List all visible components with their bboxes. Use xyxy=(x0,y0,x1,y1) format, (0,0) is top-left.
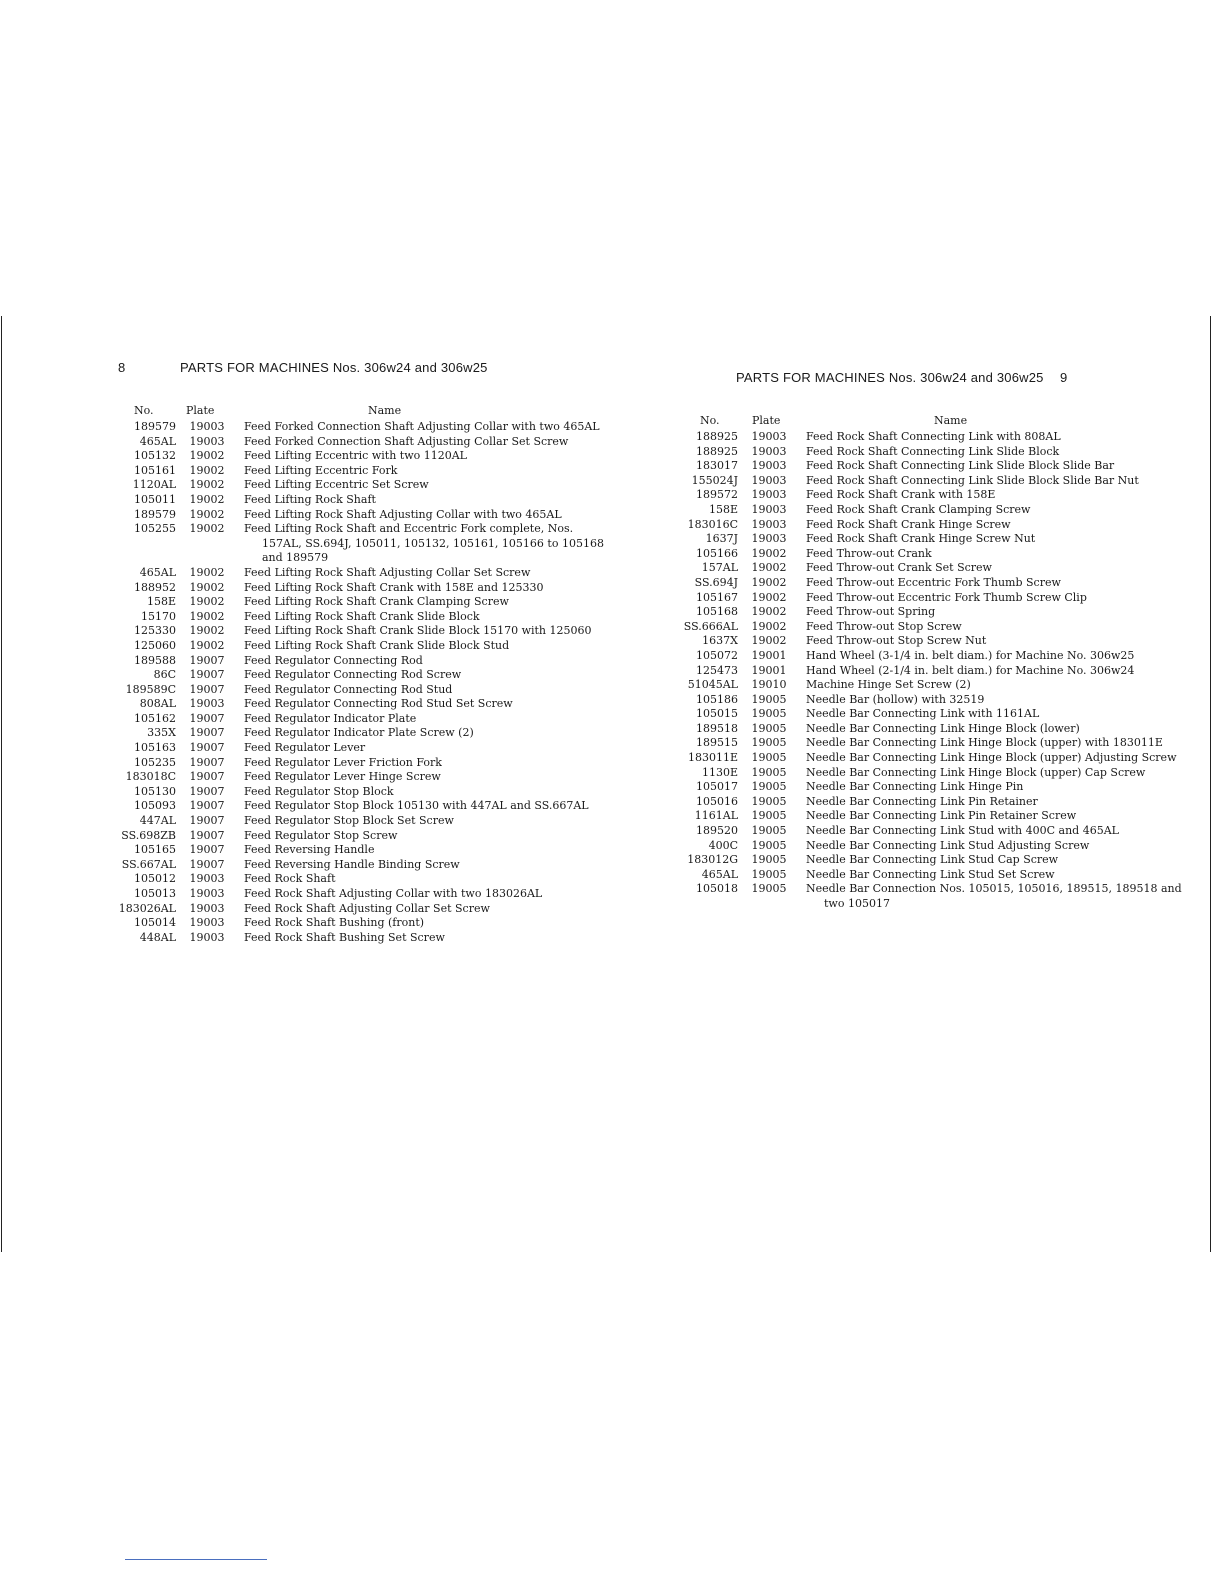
part-number: 105012 xyxy=(134,872,176,886)
part-number: 1637J xyxy=(705,532,738,546)
table-row xyxy=(110,872,610,887)
part-number: 1637X xyxy=(702,634,738,648)
table-row xyxy=(672,576,1192,591)
part-number: 188925 xyxy=(696,444,738,458)
part-number: 105130 xyxy=(134,784,176,798)
column-headers xyxy=(110,404,610,420)
plate-number: 19002 xyxy=(751,575,787,589)
part-name: Feed Rock Shaft Crank Hinge Screw xyxy=(806,517,1011,531)
plate-number: 19007 xyxy=(189,784,225,798)
part-number: 105093 xyxy=(134,799,176,813)
part-name: Feed Lifting Rock Shaft Crank Clamping Screw xyxy=(244,595,509,609)
part-number: SS.694J xyxy=(694,575,738,589)
part-name: Feed Lifting Rock Shaft Adjusting Collar Set Screw xyxy=(244,565,531,579)
part-name: Feed Regulator Connecting Rod Stud xyxy=(244,682,453,696)
part-name: Needle Bar Connecting Link Hinge Block (upper) with 183011E xyxy=(806,736,1163,750)
plate-number: 19007 xyxy=(189,770,225,784)
part-number: 1130E xyxy=(701,765,738,779)
table-row xyxy=(110,420,610,435)
part-name: Feed Rock Shaft Connecting Link Slide Block Slide Bar xyxy=(806,459,1115,473)
table-row xyxy=(110,464,610,479)
left-page-edge xyxy=(1,316,2,1252)
part-name: Feed Rock Shaft Adjusting Collar with two 183026AL xyxy=(244,887,543,900)
part-number: 125330 xyxy=(134,624,176,638)
parts-list xyxy=(110,420,610,945)
part-number: 125060 xyxy=(134,638,176,652)
plate-number: 19003 xyxy=(189,420,225,433)
table-row xyxy=(672,430,1192,445)
left-page xyxy=(110,360,610,945)
part-number: 105017 xyxy=(696,780,738,794)
part-number: 183011E xyxy=(687,751,738,765)
part-number: SS.666AL xyxy=(683,619,738,633)
table-row xyxy=(672,532,1192,547)
table-row xyxy=(672,678,1192,693)
plate-number: 19003 xyxy=(751,459,787,473)
part-name: Feed Regulator Stop Block 105130 with 447AL and SS.667AL xyxy=(244,799,589,813)
part-name: Feed Regulator Connecting Rod Stud Set Screw xyxy=(244,697,513,711)
plate-number: 19005 xyxy=(751,809,787,823)
table-row xyxy=(110,624,610,639)
plate-number: 19002 xyxy=(751,561,787,575)
column-header-no: No. xyxy=(134,404,154,417)
part-name: Feed Lifting Eccentric with two 1120AL xyxy=(244,449,467,463)
part-name: Needle Bar Connecting Link Stud with 400C and 465AL xyxy=(806,824,1119,838)
part-number: 335X xyxy=(147,726,176,740)
part-number: 183012G xyxy=(687,853,738,867)
part-name: Needle Bar Connecting Link Hinge Pin xyxy=(806,780,1024,794)
page-title: PARTS FOR MACHINES Nos. 306w24 and 306w25 xyxy=(180,360,488,375)
plate-number: 19007 xyxy=(189,741,225,755)
plate-number: 19007 xyxy=(189,857,225,871)
plate-number: 19007 xyxy=(189,843,225,857)
plate-number: 19002 xyxy=(189,580,225,594)
part-name: Hand Wheel (2-1/4 in. belt diam.) for Machine No. 306w24 xyxy=(806,663,1135,677)
table-row xyxy=(672,693,1192,708)
table-row xyxy=(110,522,610,566)
table-row xyxy=(110,449,610,464)
table-row xyxy=(110,493,610,508)
part-name: Needle Bar Connecting Link Stud Adjusting Screw xyxy=(806,838,1090,852)
part-number: 183016C xyxy=(687,517,738,531)
table-row xyxy=(110,902,610,917)
table-row xyxy=(110,843,610,858)
part-name: Feed Regulator Stop Block Set Screw xyxy=(244,814,454,828)
table-row xyxy=(672,620,1192,635)
part-name: Feed Reversing Handle xyxy=(244,843,375,857)
plate-number: 19005 xyxy=(751,736,787,750)
column-header-name: Name xyxy=(368,404,402,417)
part-name: Feed Rock Shaft Crank Clamping Screw xyxy=(806,502,1031,516)
table-row xyxy=(110,770,610,785)
plate-number: 19007 xyxy=(189,828,225,842)
table-row xyxy=(110,683,610,698)
part-number: 125473 xyxy=(696,663,738,677)
part-name: Needle Bar Connecting Link Hinge Block (upper) Adjusting Screw xyxy=(806,751,1177,765)
part-number: 188925 xyxy=(696,430,738,443)
part-number: 183018C xyxy=(125,770,176,784)
column-header-name: Name xyxy=(934,414,968,427)
part-name: Feed Throw-out Spring xyxy=(806,605,936,619)
table-row xyxy=(672,882,1192,911)
part-name: Feed Rock Shaft Connecting Link with 808AL xyxy=(806,430,1061,443)
part-name: Needle Bar Connecting Link Pin Retainer Screw xyxy=(806,809,1077,823)
table-row xyxy=(672,809,1192,824)
part-number: 105018 xyxy=(696,882,738,896)
plate-number: 19002 xyxy=(189,478,225,492)
table-row xyxy=(672,736,1192,751)
plate-number: 19010 xyxy=(751,678,787,692)
part-name: Needle Bar (hollow) with 32519 xyxy=(806,692,985,706)
part-name: Feed Lifting Rock Shaft Crank Slide Block xyxy=(244,609,480,623)
table-row xyxy=(110,741,610,756)
part-number: 105255 xyxy=(134,522,176,536)
table-row xyxy=(110,726,610,741)
plate-number: 19002 xyxy=(189,507,225,521)
plate-number: 19005 xyxy=(751,751,787,765)
plate-number: 19007 xyxy=(189,711,225,725)
table-row xyxy=(110,435,610,450)
plate-number: 19002 xyxy=(189,595,225,609)
part-name: Feed Lifting Rock Shaft and Eccentric Fork complete, Nos. 157AL, SS.694J, 105011, 105132, 105161, 105166 to 105168 and 189579 xyxy=(244,522,604,565)
plate-number: 19003 xyxy=(751,473,787,487)
table-row xyxy=(672,722,1192,737)
part-name: Machine Hinge Set Screw (2) xyxy=(806,678,971,692)
part-name: Feed Lifting Eccentric Fork xyxy=(244,463,398,477)
part-name: Feed Rock Shaft Bushing (front) xyxy=(244,916,425,930)
plate-number: 19005 xyxy=(751,692,787,706)
part-name: Feed Rock Shaft Connecting Link Slide Block Slide Bar Nut xyxy=(806,473,1139,487)
table-row xyxy=(110,566,610,581)
plate-number: 19002 xyxy=(751,590,787,604)
right-page-edge xyxy=(1210,316,1211,1252)
plate-number: 19002 xyxy=(189,522,225,536)
plate-number: 19005 xyxy=(751,794,787,808)
part-name: Feed Throw-out Crank xyxy=(806,546,932,560)
part-name: Feed Reversing Handle Binding Screw xyxy=(244,857,460,871)
part-number: 86C xyxy=(153,668,176,682)
plate-number: 19003 xyxy=(189,930,225,944)
part-name: Feed Rock Shaft xyxy=(244,872,336,886)
part-name: Feed Regulator Indicator Plate Screw (2) xyxy=(244,726,474,740)
table-row xyxy=(110,697,610,712)
part-name: Feed Rock Shaft Adjusting Collar Set Screw xyxy=(244,901,490,915)
part-number: 448AL xyxy=(139,930,176,944)
part-name: Feed Regulator Stop Block xyxy=(244,784,394,798)
table-row xyxy=(110,508,610,523)
table-row xyxy=(110,916,610,931)
plate-number: 19005 xyxy=(751,707,787,721)
table-row xyxy=(672,824,1192,839)
part-number: 105161 xyxy=(134,463,176,477)
part-number: 189588 xyxy=(134,653,176,667)
part-number: 105165 xyxy=(134,843,176,857)
table-row xyxy=(672,503,1192,518)
part-number: 465AL xyxy=(139,434,176,448)
table-row xyxy=(110,478,610,493)
plate-number: 19003 xyxy=(189,887,225,900)
page-number: 9 xyxy=(1060,370,1068,385)
part-number: 105016 xyxy=(696,794,738,808)
table-row xyxy=(672,868,1192,883)
page-number: 8 xyxy=(118,360,126,375)
page-title: PARTS FOR MACHINES Nos. 306w24 and 306w25 xyxy=(736,370,1044,385)
table-row xyxy=(672,605,1192,620)
table-row xyxy=(110,581,610,596)
part-name: Feed Regulator Stop Screw xyxy=(244,828,398,842)
plate-number: 19002 xyxy=(189,609,225,623)
table-row xyxy=(672,561,1192,576)
table-row xyxy=(110,610,610,625)
part-name: Needle Bar Connecting Link Stud Set Screw xyxy=(806,867,1055,881)
plate-number: 19007 xyxy=(189,799,225,813)
plate-number: 19005 xyxy=(751,765,787,779)
plate-number: 19007 xyxy=(189,755,225,769)
part-name: Needle Bar Connection Nos. 105015, 105016, 189515, 189518 and two 105017 xyxy=(806,882,1182,910)
part-name: Needle Bar Connecting Link Stud Cap Screw xyxy=(806,853,1059,867)
part-number: 1161AL xyxy=(694,809,738,823)
table-row xyxy=(672,839,1192,854)
part-number: 105186 xyxy=(696,692,738,706)
plate-number: 19007 xyxy=(189,726,225,740)
part-number: 189579 xyxy=(134,420,176,433)
part-name: Needle Bar Connecting Link Hinge Block (lower) xyxy=(806,721,1080,735)
part-name: Feed Regulator Connecting Rod xyxy=(244,653,423,667)
part-name: Feed Throw-out Eccentric Fork Thumb Screw Clip xyxy=(806,590,1087,604)
column-header-plate: Plate xyxy=(186,404,215,417)
part-name: Feed Regulator Lever Hinge Screw xyxy=(244,770,441,784)
table-row xyxy=(110,887,610,902)
part-number: 465AL xyxy=(701,867,738,881)
plate-number: 19002 xyxy=(189,492,225,506)
part-number: 105162 xyxy=(134,711,176,725)
part-number: 189520 xyxy=(696,824,738,838)
part-number: 105015 xyxy=(696,707,738,721)
table-row xyxy=(672,766,1192,781)
plate-number: 19005 xyxy=(751,780,787,794)
part-number: 51045AL xyxy=(687,678,738,692)
table-row xyxy=(110,829,610,844)
part-name: Feed Forked Connection Shaft Adjusting Collar Set Screw xyxy=(244,434,569,448)
plate-number: 19005 xyxy=(751,721,787,735)
plate-number: 19003 xyxy=(751,444,787,458)
part-number: 1120AL xyxy=(132,478,176,492)
table-row xyxy=(110,639,610,654)
plate-number: 19003 xyxy=(751,430,787,443)
part-name: Feed Lifting Rock Shaft Crank Slide Block 15170 with 125060 xyxy=(244,624,592,638)
table-row xyxy=(110,931,610,946)
part-number: 400C xyxy=(708,838,738,852)
part-number: 158E xyxy=(146,595,176,609)
part-name: Feed Lifting Rock Shaft Adjusting Collar with two 465AL xyxy=(244,507,562,521)
plate-number: 19003 xyxy=(189,901,225,915)
table-row xyxy=(110,668,610,683)
part-name: Feed Forked Connection Shaft Adjusting Collar with two 465AL xyxy=(244,420,600,433)
page-header xyxy=(672,370,1192,392)
plate-number: 19005 xyxy=(751,838,787,852)
column-header-no: No. xyxy=(700,414,720,427)
plate-number: 19003 xyxy=(751,488,787,502)
part-name: Feed Regulator Lever Friction Fork xyxy=(244,755,442,769)
column-header-plate: Plate xyxy=(752,414,781,427)
plate-number: 19003 xyxy=(751,502,787,516)
part-number: 105235 xyxy=(134,755,176,769)
table-row xyxy=(672,795,1192,810)
page-header xyxy=(110,360,610,382)
plate-number: 19002 xyxy=(189,638,225,652)
part-number: 189579 xyxy=(134,507,176,521)
part-number: 183017 xyxy=(696,459,738,473)
table-row xyxy=(672,488,1192,503)
plate-number: 19002 xyxy=(751,546,787,560)
table-row xyxy=(672,649,1192,664)
part-number: 808AL xyxy=(139,697,176,711)
part-name: Needle Bar Connecting Link Pin Retainer xyxy=(806,794,1038,808)
plate-number: 19007 xyxy=(189,653,225,667)
plate-number: 19002 xyxy=(751,634,787,648)
table-row xyxy=(672,459,1192,474)
table-row xyxy=(110,712,610,727)
part-name: Feed Lifting Rock Shaft Crank Slide Block Stud xyxy=(244,638,510,652)
part-number: 15170 xyxy=(141,609,176,623)
table-row xyxy=(672,474,1192,489)
table-row xyxy=(110,814,610,829)
plate-number: 19003 xyxy=(189,434,225,448)
part-number: 189572 xyxy=(696,488,738,502)
table-row xyxy=(672,547,1192,562)
plate-number: 19002 xyxy=(751,619,787,633)
plate-number: 19007 xyxy=(189,814,225,828)
part-name: Feed Lifting Rock Shaft xyxy=(244,492,376,506)
part-number: 447AL xyxy=(139,814,176,828)
plate-number: 19007 xyxy=(189,682,225,696)
plate-number: 19003 xyxy=(751,532,787,546)
plate-number: 19003 xyxy=(189,697,225,711)
part-name: Hand Wheel (3-1/4 in. belt diam.) for Machine No. 306w25 xyxy=(806,648,1135,662)
table-row xyxy=(110,654,610,669)
part-name: Feed Throw-out Eccentric Fork Thumb Screw xyxy=(806,575,1061,589)
plate-number: 19003 xyxy=(189,872,225,886)
part-name: Feed Regulator Lever xyxy=(244,741,366,755)
part-number: 105168 xyxy=(696,605,738,619)
part-name: Needle Bar Connecting Link Hinge Block (upper) Cap Screw xyxy=(806,765,1146,779)
plate-number: 19005 xyxy=(751,824,787,838)
part-number: SS.698ZB xyxy=(121,828,176,842)
part-number: SS.667AL xyxy=(121,857,176,871)
plate-number: 19001 xyxy=(751,663,787,677)
part-number: 189518 xyxy=(696,721,738,735)
part-number: 105011 xyxy=(134,492,176,506)
part-name: Feed Rock Shaft Crank Hinge Screw Nut xyxy=(806,532,1036,546)
part-name: Feed Rock Shaft Crank with 158E xyxy=(806,488,996,502)
table-row xyxy=(110,785,610,800)
table-row xyxy=(672,707,1192,722)
table-row xyxy=(672,518,1192,533)
table-row xyxy=(672,591,1192,606)
part-number: 189589C xyxy=(125,682,176,696)
part-number: 189515 xyxy=(696,736,738,750)
plate-number: 19005 xyxy=(751,882,787,896)
plate-number: 19003 xyxy=(751,517,787,531)
plate-number: 19003 xyxy=(189,916,225,930)
table-row xyxy=(110,756,610,771)
table-row xyxy=(672,853,1192,868)
part-name: Feed Regulator Connecting Rod Screw xyxy=(244,668,462,682)
part-number: 188952 xyxy=(134,580,176,594)
table-row xyxy=(672,634,1192,649)
part-name: Needle Bar Connecting Link with 1161AL xyxy=(806,707,1040,721)
parts-list xyxy=(672,430,1192,912)
part-number: 183026AL xyxy=(118,901,176,915)
part-name: Feed Regulator Indicator Plate xyxy=(244,711,417,725)
table-row xyxy=(672,780,1192,795)
part-name: Feed Lifting Eccentric Set Screw xyxy=(244,478,429,492)
column-headers xyxy=(672,414,1192,430)
plate-number: 19005 xyxy=(751,853,787,867)
table-row xyxy=(672,664,1192,679)
table-row xyxy=(110,858,610,873)
part-number: 155024J xyxy=(691,473,738,487)
plate-number: 19002 xyxy=(189,449,225,463)
plate-number: 19002 xyxy=(189,463,225,477)
part-number: 465AL xyxy=(139,565,176,579)
part-number: 105132 xyxy=(134,449,176,463)
part-number: 105013 xyxy=(134,887,176,900)
part-name: Feed Throw-out Crank Set Screw xyxy=(806,561,992,575)
part-name: Feed Throw-out Stop Screw Nut xyxy=(806,634,987,648)
right-page xyxy=(672,370,1192,912)
table-row xyxy=(672,751,1192,766)
part-number: 105072 xyxy=(696,648,738,662)
part-number: 105163 xyxy=(134,741,176,755)
table-row xyxy=(672,445,1192,460)
plate-number: 19002 xyxy=(189,565,225,579)
part-name: Feed Rock Shaft Connecting Link Slide Block xyxy=(806,444,1060,458)
plate-number: 19002 xyxy=(751,605,787,619)
part-name: Feed Lifting Rock Shaft Crank with 158E and 125330 xyxy=(244,580,544,594)
part-number: 158E xyxy=(708,502,738,516)
footnote-rule xyxy=(125,1559,267,1560)
part-number: 157AL xyxy=(701,561,738,575)
part-name: Feed Throw-out Stop Screw xyxy=(806,619,962,633)
plate-number: 19001 xyxy=(751,648,787,662)
part-number: 105014 xyxy=(134,916,176,930)
table-row xyxy=(110,799,610,814)
part-number: 105167 xyxy=(696,590,738,604)
part-name: Feed Rock Shaft Bushing Set Screw xyxy=(244,930,445,944)
plate-number: 19007 xyxy=(189,668,225,682)
plate-number: 19005 xyxy=(751,867,787,881)
part-number: 105166 xyxy=(696,546,738,560)
table-row xyxy=(110,595,610,610)
plate-number: 19002 xyxy=(189,624,225,638)
